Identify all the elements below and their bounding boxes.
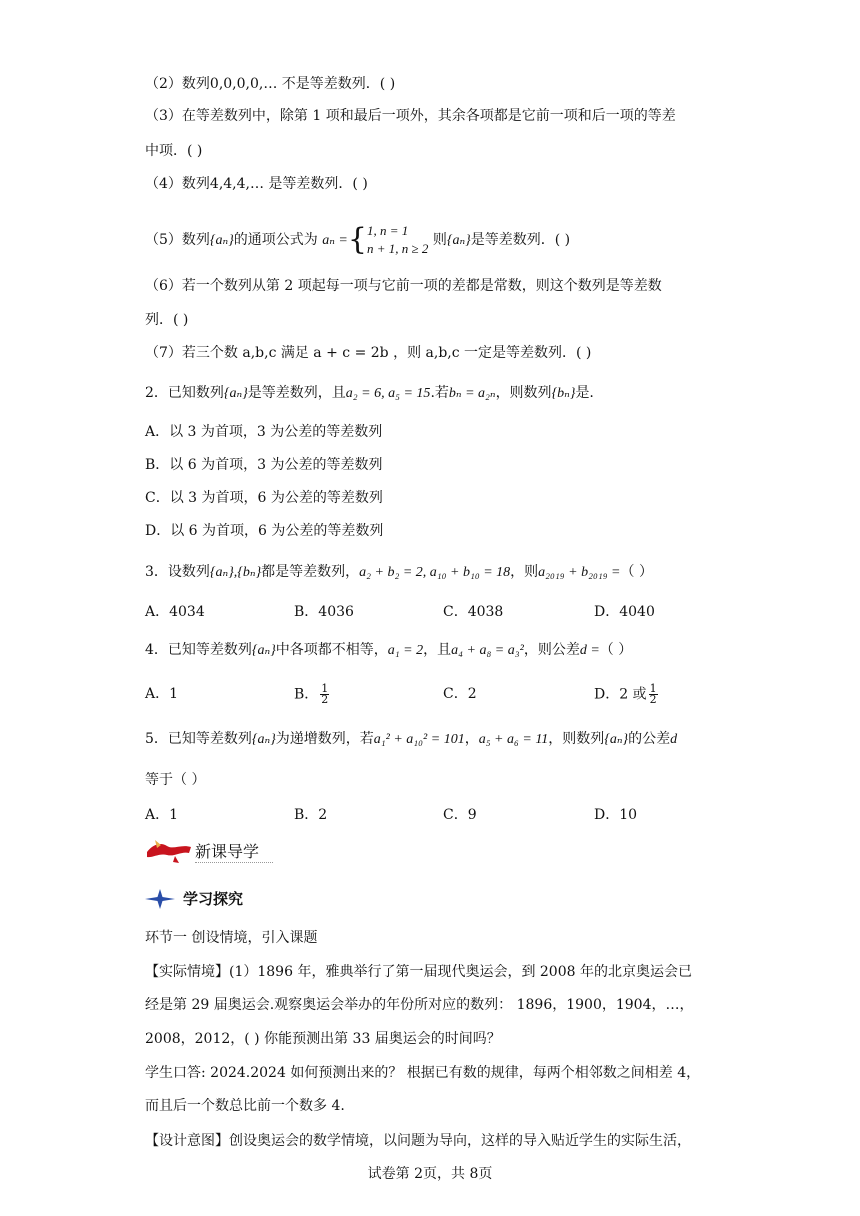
banner-label: 新课导学 xyxy=(195,839,273,863)
q2-option-d: D．以 6 为首项，6 为公差的等差数列 xyxy=(145,523,384,539)
body-p1: 环节一 创设情境，引入课题 xyxy=(145,930,318,946)
q5-stem-line1: 5．已知等差数列{aₙ}为递增数列，若a₁² + a₁₀² = 101，a₅ + a₆ = 11，则数列{aₙ}的公差d xyxy=(145,731,678,747)
q2-option-a: A．以 3 为首项，3 为公差的等差数列 xyxy=(145,424,383,440)
q5-option-b: B．2 xyxy=(294,807,328,823)
q3-option-a: A．4034 xyxy=(145,604,205,620)
q4-option-b: B． $\frac{1}{2}$ xyxy=(294,682,329,706)
q2-stem: 2．已知数列{aₙ}是等差数列，且a₂ = 6, a₅ = 15.若bₙ = a₂ₙ，则数列{bₙ}是. xyxy=(145,385,594,401)
fraction-one-half: $\frac{1}{2}$ xyxy=(649,682,657,706)
q3-option-c: C．4038 xyxy=(443,604,504,620)
body-p2-line2: 经是第 29 届奥运会.观察奥运会举办的年份所对应的数列： 1896，1900，1904，…， xyxy=(145,997,694,1013)
q5-option-d: D．10 xyxy=(594,807,638,823)
q4-option-d: D．2 或 $\frac{1}{2}$ xyxy=(594,682,657,706)
page-footer: 试卷第 2页，共 8页 xyxy=(367,1166,493,1182)
q1-item-7: （7）若三个数 a,b,c 满足 a + c = 2b ，则 a,b,c 一定是等差数列．( ) xyxy=(145,345,592,361)
q5-option-c: C．9 xyxy=(443,807,477,823)
section-banner xyxy=(145,838,273,864)
piecewise-cases: 1, n = 1 n + 1, n ≥ 2 xyxy=(366,223,429,256)
q1-item-6-line1: （6）若一个数列从第 2 项起每一项与它前一项的差都是常数，则这个数列是等差数 xyxy=(145,278,662,294)
seq-an: {aₙ} xyxy=(209,233,234,248)
q4-stem: 4．已知等差数列{aₙ}中各项都不相等，a₁ = 2，且a₄ + a₈ = a₃²，则公差d =（ ） xyxy=(145,642,633,658)
q4-option-c: C．2 xyxy=(443,686,477,702)
body-p2-line1: 【实际情境】(1）1896 年，雅典举行了第一届现代奥运会，到 2008 年的北京奥运会已 xyxy=(145,964,692,980)
q2-option-c: C．以 3 为首项，6 为公差的等差数列 xyxy=(145,490,383,506)
body-p3-line1: 学生口答: 2024.2024 如何预测出来的？ 根据已有数的规律，每两个相邻数之间相差 4， xyxy=(145,1065,701,1081)
q1-item-4: （4）数列4,4,4,… 是等差数列．( ) xyxy=(145,176,368,192)
q1-item-3-line2: 中项．( ) xyxy=(145,143,203,159)
q3-stem: 3．设数列{aₙ},{bₙ}都是等差数列，a₂ + b₂ = 2, a₁₀ + b₁₀ = 18，则a₂₀₁₉ + b₂₀₁₉ =（ ） xyxy=(145,564,653,580)
q4-option-a: A．1 xyxy=(145,686,179,702)
q1-item-3-line1: （3）在等差数列中，除第 1 项和最后一项外，其余各项都是它前一项和后一项的等差 xyxy=(145,108,676,124)
q5-option-a: A．1 xyxy=(145,807,179,823)
star-icon xyxy=(145,889,175,909)
fraction-one-half: $\frac{1}{2}$ xyxy=(321,682,329,706)
banner-brush-icon xyxy=(145,838,193,864)
q3-option-b: B．4036 xyxy=(294,604,354,620)
body-p2-line3: 2008，2012，( ) 你能预测出第 33 届奥运会的时间吗？ xyxy=(145,1031,501,1047)
body-p3-line2: 而且后一个数总比前一个数多 4. xyxy=(145,1098,345,1114)
q2-option-b: B．以 6 为首项，3 为公差的等差数列 xyxy=(145,457,383,473)
q1-item-5: （5）数列{aₙ}的通项公式为 aₙ ={ 1, n = 1 n + 1, n ≥ 2 则{aₙ}是等差数列．( ) xyxy=(145,222,571,257)
q1-item-2: （2）数列0,0,0,0,… 不是等差数列．( ) xyxy=(145,76,396,92)
section-title: 学习探究 xyxy=(183,890,244,908)
section-header xyxy=(145,888,243,909)
body-p4: 【设计意图】创设奥运会的数学情境，以问题为导向，这样的导入贴近学生的实际生活， xyxy=(145,1133,691,1149)
q3-option-d: D．4040 xyxy=(594,604,655,620)
q1-item-6-line2: 列．( ) xyxy=(145,312,189,328)
q5-stem-line2: 等于（ ） xyxy=(145,772,206,788)
